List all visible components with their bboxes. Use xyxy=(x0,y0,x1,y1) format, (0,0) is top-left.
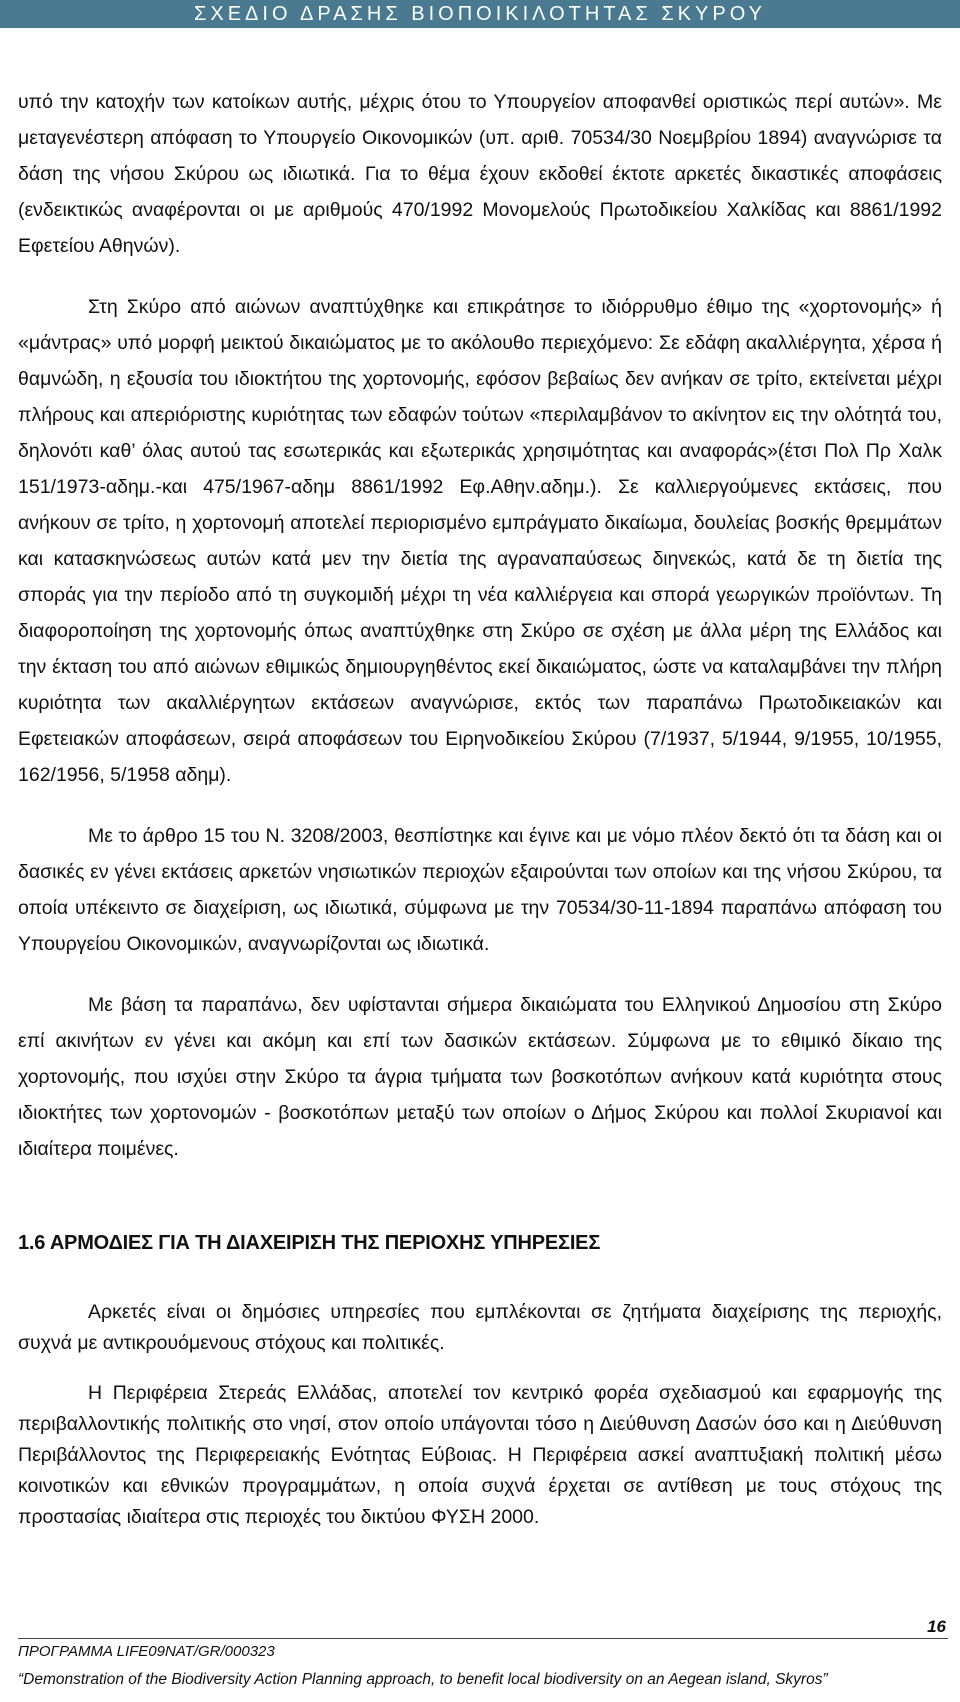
paragraph-perifereia: Η Περιφέρεια Στερεάς Ελλάδας, αποτελεί τον κεντρικό φορέα σχεδιασμού και εφαρμογής της περιβαλλοντικής πολιτικής στο νησί, στον οποίο υπάγονται τόσο η Διεύθυνση Δασών όσο και η Διεύθυνση Περιβάλλοντος της Περιφερειακής Ενότητας Εύβοιας. Η Περιφέρεια ασκεί αναπτυξιακή πολιτική μέσω κοινοτικών και εθνικών προγραμμάτων, η οποία συχνά έρχεται σε αντίθεση με τους στόχους της προστασίας ιδιαίτερα στις περιοχές του δικτύου ΦΥΣΗ 2000. xyxy=(18,1382,942,1528)
document-header-title: ΣΧΕΔΙΟ ΔΡΑΣΗΣ ΒΙΟΠΟΙΚΙΛΟΤΗΤΑΣ ΣΚΥΡΟΥ xyxy=(194,3,766,25)
paragraph-ypiresies: Αρκετές είναι οι δημόσιες υπηρεσίες που εμπλέκονται σε ζητήματα διαχείρισης της περιοχής, συχνά με αντικρουόμενους στόχους και πολιτικές. xyxy=(18,1300,942,1354)
paragraph-chortonomi: Στη Σκύρο από αιώνων αναπτύχθηκε και επικράτησε το ιδιόρρυθμο έθιμο της «χορτονομής» ή «μάντρας» υπό μορφή μεικτού δικαιώματος με το ακόλουθο περιεχόμενο: Σε εδάφη ακαλλιέργητα, χέρσα ή θαμνώδη, η εξουσία του ιδιοκτήτου της χορτονομής, εφόσον βεβαίως δεν ανήκαν σε τρίτο, εκτείνεται μέχρι πλήρους και απεριόριστης κυριότητας των εδαφών τούτων «περιλαμβάνον το ακίνητον εις την ολότητά του, δηλονότι καθ’ όλας αυτού τας εσωτερικάς και εξωτερικάς χρησιμότητας και αναφοράς»(έτσι Πολ Πρ Χαλκ 151/1973-αδημ.-και 475/1967-αδημ 8861/1992 Εφ.Αθην.αδημ.). Σε καλλιεργούμενες εκτάσεις, που ανήκουν σε τρίτο, η χορτονομή αποτελεί περιορισμένο εμπράγματο δικαίωμα, δουλείας βοσκής θρεμμάτων και κατασκηνώσεως αυτών κατά μεν την διετία της αγραναπαύσεως διηνεκώς, κατά δε τη διετία της σποράς για την περίοδο από τη συγκομιδή μέχρι τη νέα καλλιέργεια και σπορά γεωργικών προϊόντων. Τη διαφοροποίηση της χορτονομής όπως αναπτύχθηκε στη Σκύρο σε σχέση με άλλα μέρη της Ελλάδος και την έκταση του από αιώνων εθιμικώς δημιουργηθέντος εκεί δικαιώματος, ώστε να καταλαμβάνει την πλήρη κυριότητα των ακαλλιέργητων εκτάσεων αναγνώρισε, εκτός των παραπάνω Πρωτοδικειακών και Εφετειακών αποφάσεων, σειρά αποφάσεων του Ειρηνοδικείου Σκύρου (7/1937, 5/1944, 9/1955, 10/1955, 162/1956, 5/1958 αδημ). xyxy=(18,296,942,786)
section-heading: 1.6 ΑΡΜΟΔΙΕΣ ΓΙΑ ΤΗ ΔΙΑΧΕΙΡΙΣΗ ΤΗΣ ΠΕΡΙΟΧΗΣ ΥΠΗΡΕΣΙΕΣ xyxy=(18,1232,601,1254)
body-text-block xyxy=(18,84,942,1167)
footer-divider xyxy=(18,1638,948,1639)
page-number: 16 xyxy=(927,1617,946,1636)
footer-project-description: “Demonstration of the Biodiversity Action Planning approach, to benefit local biodiversity on an Aegean island, Skyros” xyxy=(18,1671,828,1688)
paragraph-dasi-idiotika: υπό την κατοχήν των κατοίκων αυτής, μέχρις ότου το Υπουργείον αποφανθεί οριστικώς περί αυτών». Με μεταγενέστερη απόφαση το Υπουργείο Οικονομικών (υπ. αριθ. 70534/30 Νοεμβρίου 1894) αναγνώρισε τα δάση της νήσου Σκύρου ως ιδιωτικά. Για το θέμα έχουν εκδοθεί έκτοτε αρκετές δικαστικές αποφάσεις (ενδεικτικώς αναφέρονται οι με αριθμούς 470/1992 Μονομελούς Πρωτοδικείου Χαλκίδας και 8861/1992 Εφετείου Αθηνών). xyxy=(18,91,942,257)
paragraph-nomos-3208: Με το άρθρο 15 του Ν. 3208/2003, θεσπίστηκε και έγινε και με νόμο πλέον δεκτό ότι τα δάση και οι δασικές εν γένει εκτάσεις αρκετών νησιωτικών περιοχών εξαιρούνται των οποίων και της νήσου Σκύρου, τα οποία υπέκειντο σε διαχείριση, ως ιδιωτικά, σύμφωνα με την 70534/30-11-1894 παραπάνω απόφαση του Υπουργείου Οικονομικών, αναγνωρίζονται ως ιδιωτικά. xyxy=(18,825,942,955)
section-text-block xyxy=(18,1277,942,1553)
paragraph-dikaiomata-dimosiou: Με βάση τα παραπάνω, δεν υφίστανται σήμερα δικαιώματα του Ελληνικού Δημοσίου στη Σκύρο επί ακινήτων εν γένει και ακόμη και επί των δασικών εκτάσεων. Σύμφωνα με το εθιμικό δίκαιο της χορτονομής, που ισχύει στην Σκύρο τα άγρια τμήματα των βοσκοτόπων ανήκουν κατά κυριότητα στους ιδιοκτήτες των χορτονομών - βοσκοτόπων μεταξύ των οποίων ο Δήμος Σκύρου και πολλοί Σκυριανοί και ιδιαίτερα ποιμένες. xyxy=(18,994,942,1160)
footer-program-code: ΠΡΟΓΡΑΜΜΑ LIFE09NAT/GR/000323 xyxy=(18,1643,275,1660)
